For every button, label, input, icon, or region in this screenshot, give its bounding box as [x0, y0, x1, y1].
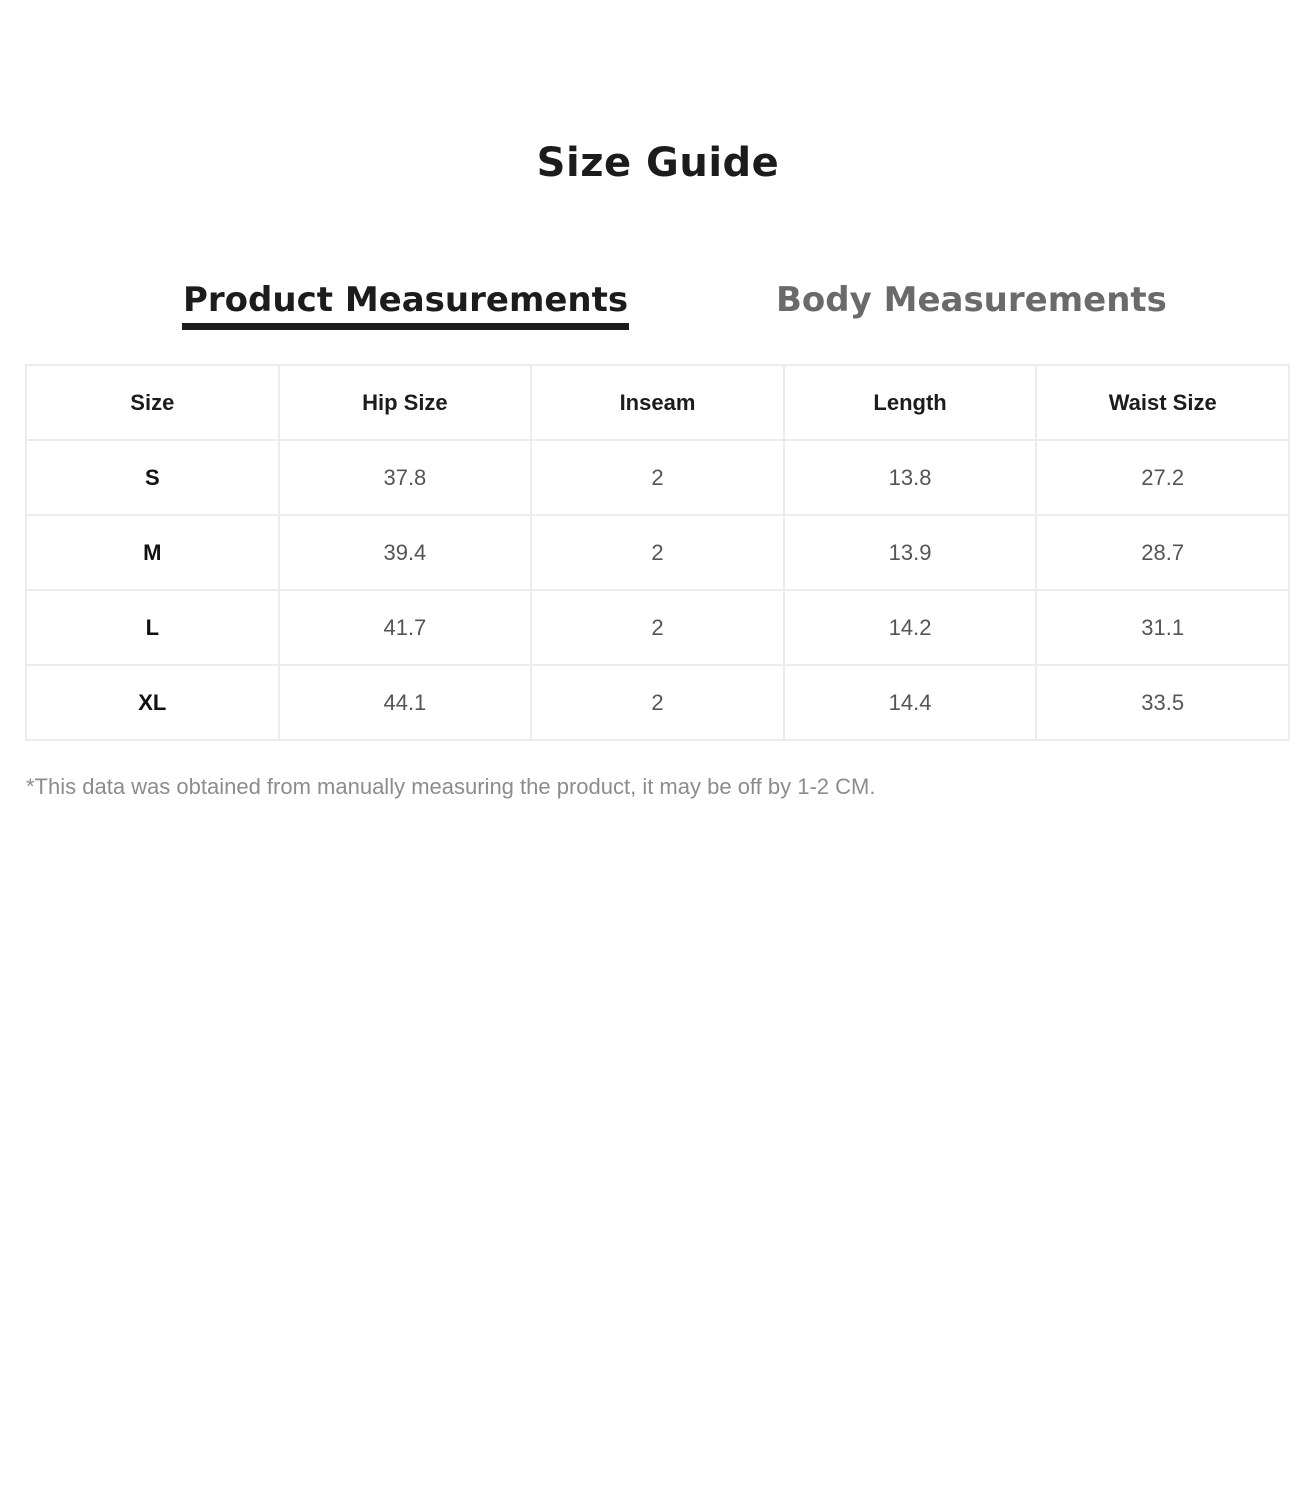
hip-size-cell: 44.1 — [279, 665, 532, 740]
tab-product-measurements[interactable] — [183, 280, 628, 320]
column-header-length: Length — [784, 365, 1037, 440]
size-cell: M — [26, 515, 279, 590]
page-title: Size Guide — [536, 140, 780, 186]
table-row — [26, 515, 1289, 590]
tab-product-measurements-label: Product Measurements — [183, 280, 629, 320]
inseam-cell: 2 — [531, 515, 784, 590]
waist-size-cell: 31.1 — [1036, 590, 1289, 665]
inseam-cell: 2 — [531, 590, 784, 665]
tab-body-measurements[interactable] — [776, 280, 1167, 320]
waist-size-cell: 28.7 — [1036, 515, 1289, 590]
table-row — [26, 590, 1289, 665]
waist-size-cell: 33.5 — [1036, 665, 1289, 740]
column-header-inseam: Inseam — [531, 365, 784, 440]
hip-size-cell: 41.7 — [279, 590, 532, 665]
hip-size-cell: 37.8 — [279, 440, 532, 515]
length-cell: 13.8 — [784, 440, 1037, 515]
active-tab-underline — [182, 323, 629, 330]
column-header-size: Size — [26, 365, 279, 440]
length-cell: 14.2 — [784, 590, 1037, 665]
inseam-cell: 2 — [531, 665, 784, 740]
table-row — [26, 665, 1289, 740]
waist-size-cell: 27.2 — [1036, 440, 1289, 515]
column-header-waist-size: Waist Size — [1036, 365, 1289, 440]
measurement-disclaimer: *This data was obtained from manually measuring the product, it may be off by 1-2 CM. — [26, 774, 876, 799]
length-cell: 14.4 — [784, 665, 1037, 740]
inseam-cell: 2 — [531, 440, 784, 515]
table-header-row — [26, 365, 1289, 440]
table-row — [26, 440, 1289, 515]
size-table — [25, 364, 1290, 741]
size-cell: XL — [26, 665, 279, 740]
size-cell: S — [26, 440, 279, 515]
column-header-hip-size: Hip Size — [279, 365, 532, 440]
hip-size-cell: 39.4 — [279, 515, 532, 590]
tab-body-measurements-label: Body Measurements — [776, 280, 1167, 320]
length-cell: 13.9 — [784, 515, 1037, 590]
size-cell: L — [26, 590, 279, 665]
